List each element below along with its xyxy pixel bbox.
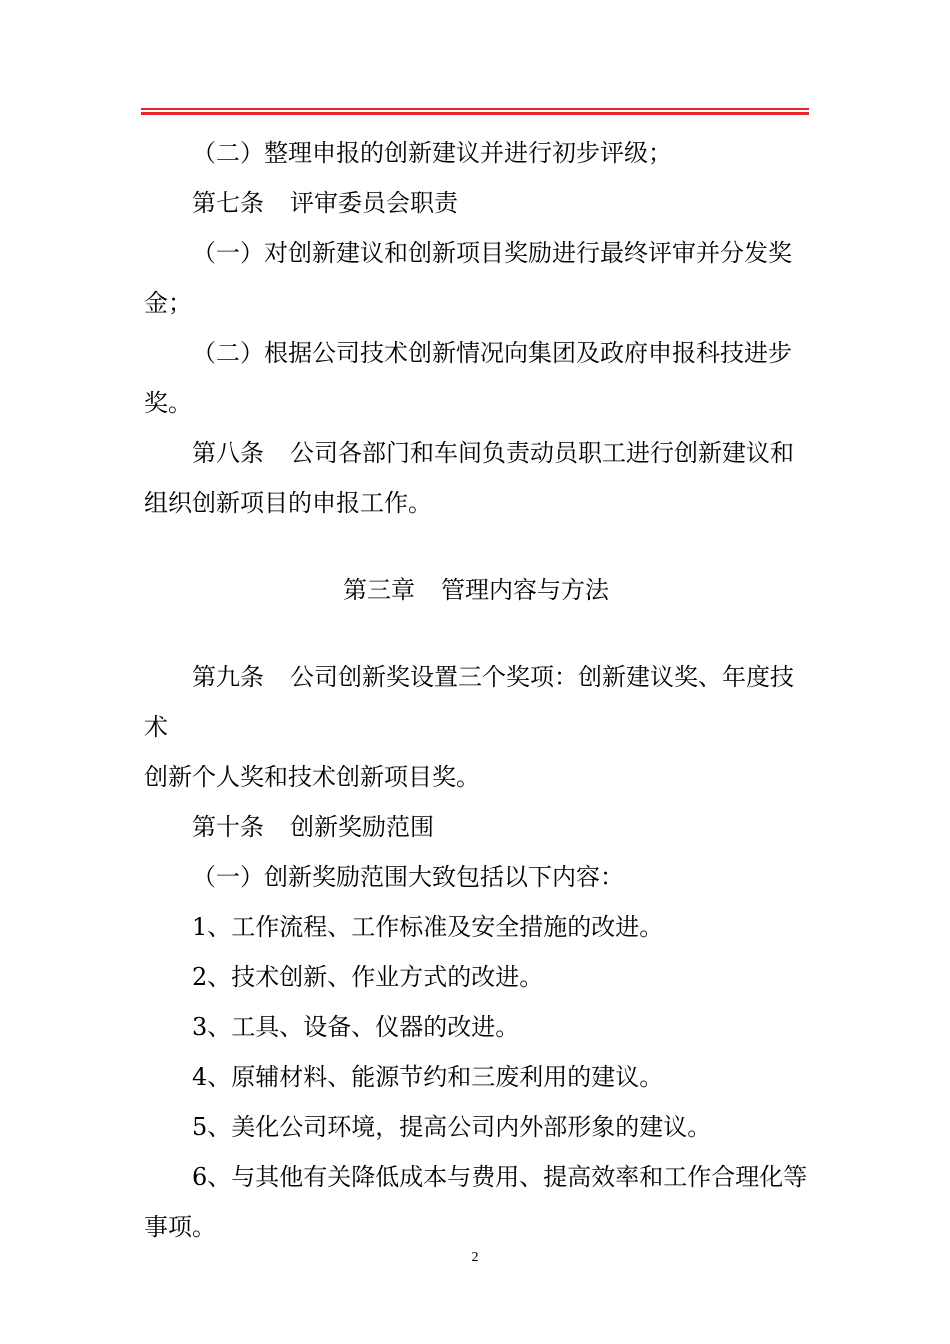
paragraph-continuation: 事项。 [144,1213,216,1241]
paragraph-continuation: 创新个人奖和技术创新项目奖。 [144,763,480,791]
paragraph-continuation: 金； [144,289,192,317]
article-number: 第七条 [192,189,264,217]
paragraph-continuation: 组织创新项目的申报工作。 [144,489,432,517]
paragraph: （二）根据公司技术创新情况向集团及政府申报科技进步 [192,339,792,367]
article-10-heading [144,802,808,852]
list-item: 3、工具、设备、仪器的改进。 [192,1013,520,1041]
header-rule-thick [141,112,809,115]
header-rule-thin [141,108,809,110]
list-item: 2、技术创新、作业方式的改进。 [192,963,544,991]
paragraph: （二）整理申报的创新建议并进行初步评级； [192,139,672,167]
article-8 [144,428,808,478]
chapter-heading [144,565,808,615]
article-7-heading [144,178,808,228]
paragraph-continuation: 奖。 [144,389,192,417]
article-title: 创新奖励范围 [290,813,434,841]
article-title: 评审委员会职责 [290,189,458,217]
list-item: 4、原辅材料、能源节约和三废利用的建议。 [192,1063,664,1091]
article-number: 第十条 [192,813,264,841]
page-number: 2 [471,1250,479,1265]
chapter-number: 第三章 [343,576,415,604]
chapter-title: 管理内容与方法 [441,576,609,604]
article-text: 公司创新奖设置三个奖项：创新建议奖、年度技术 [144,663,794,741]
list-item: 6、与其他有关降低成本与费用、提高效率和工作合理化等 [192,1163,808,1191]
article-number: 第九条 [192,663,264,691]
document-body [144,128,808,1252]
article-9 [144,652,808,752]
list-item: 5、美化公司环境，提高公司内外部形象的建议。 [192,1113,712,1141]
paragraph: （一）创新奖励范围大致包括以下内容： [192,863,624,891]
paragraph: （一）对创新建议和创新项目奖励进行最终评审并分发奖 [192,239,792,267]
article-text: 公司各部门和车间负责动员职工进行创新建议和 [290,439,794,467]
article-number: 第八条 [192,439,264,467]
list-item: 1、工作流程、工作标准及安全措施的改进。 [192,913,664,941]
